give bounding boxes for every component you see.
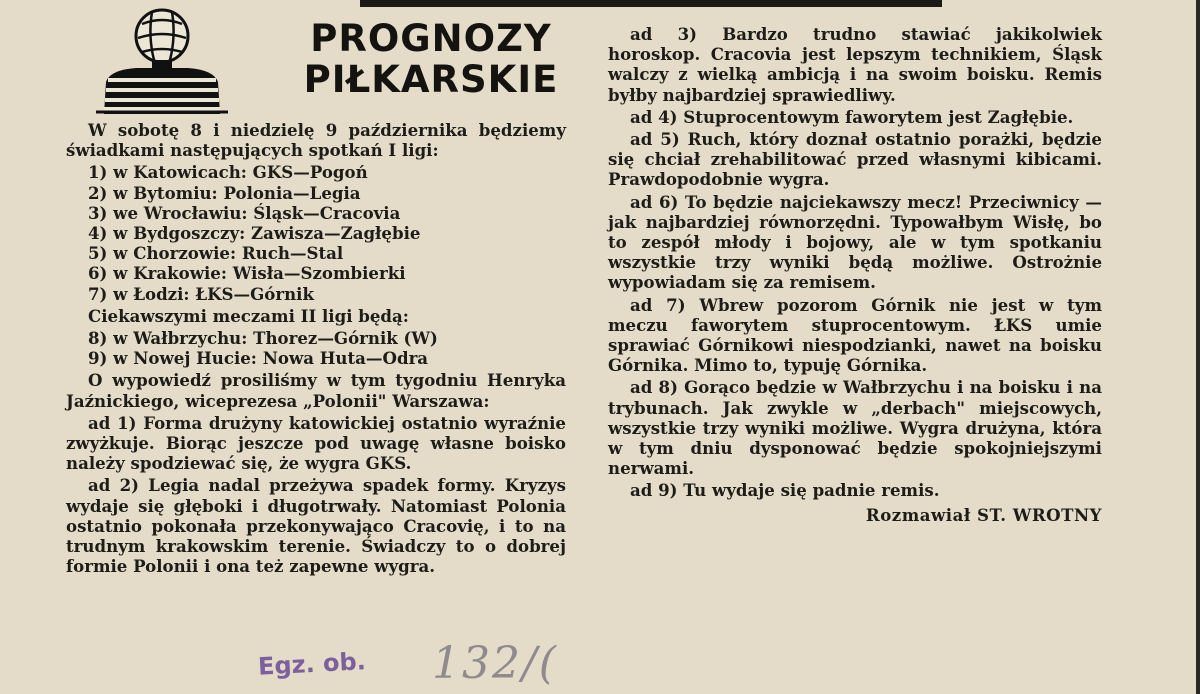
prediction-ad3: ad 3) Bardzo trudno stawiać jakikolwiek horoskop. Cracovia jest lepszym technikiem, Śląsk walczy z wielką ambicją i na swoim boisku. Remis byłby najbardziej sprawiedliwy. — [608, 24, 1102, 105]
fixture-item: 8) w Wałbrzychu: Thorez—Górnik (W) — [88, 328, 438, 349]
archive-stamp: Egz. ob. — [257, 647, 367, 681]
right-column — [608, 24, 1102, 525]
title-line-1: PROGNOZY — [310, 17, 552, 60]
fixture-item: 5) w Chorzowie: Ruch—Stal — [88, 243, 344, 264]
league1-fixtures — [66, 162, 566, 303]
fixture-item: 9) w Nowej Hucie: Nowa Huta—Odra — [88, 348, 429, 369]
football-fan-logo — [96, 2, 228, 114]
prediction-ad2: ad 2) Legia nadal przeżywa spadek formy. Kryzys wydaje się głęboki i długotrwały. Natomiast Polonia ostatnio pokonała przekonywająco Cracovię, i to na trudnym krakowskim terenie. Świadczy to o dobrej formie Polonii i ona też zapewne wygra. — [66, 475, 566, 577]
prediction-ad9: ad 9) Tu wydaje się padnie remis. — [630, 480, 940, 501]
fixture-item: 2) w Bytomiu: Polonia—Legia — [88, 182, 361, 203]
prediction-ad7: ad 7) Wbrew pozorom Górnik nie jest w tym meczu faworytem stuprocentowym. ŁKS umie sprawiać Górnikowi niespodzianki, nawet na boisku Górnika. Mimo to, typuję Górnika. — [608, 294, 1102, 376]
handwritten-note: 132/( — [432, 638, 558, 689]
intro-paragraph: W sobotę 8 i niedzielę 9 października będziemy świadkami następujących spotkań I ligi: — [66, 120, 566, 161]
fixture-item: 7) w Łodzi: ŁKS—Górnik — [88, 283, 314, 304]
top-rule — [360, 0, 942, 7]
left-column — [66, 120, 566, 578]
title-line-2: PIŁKARSKIE — [303, 58, 559, 101]
prediction-ad1: ad 1) Forma drużyny katowickiej ostatnio wyraźnie zwyżkuje. Biorąc jeszcze pod uwagę własne boisko należy spodziewać się, że wygra GKS. — [66, 412, 566, 474]
page-edge — [1196, 0, 1200, 694]
fixture-item: 4) w Bydgoszczy: Zawisza—Zagłębie — [88, 223, 421, 244]
prediction-ad8: ad 8) Gorąco będzie w Wałbrzychu i na boisku i na trybunach. Jak zwykle w „derbach" miejscowych, wszystkie trzy wyniki możliwe. Wygra drużyna, która w tym dniu dysponować będzie spokojniejszymi nerwami. — [608, 377, 1102, 479]
prediction-ad6: ad 6) To będzie najciekawszy mecz! Przeciwnicy — jak najbardziej równorzędni. Typowałbym Wisłę, bo to zespół młody i bojowy, ale w tym spotkaniu wszystkie trzy wyniki będą możliwe. Ostrożnie wypowiadam się za remisem. — [608, 191, 1102, 293]
interview-intro: O wypowiedź prosiliśmy w tym tygodniu Henryka Jaźnickiego, wiceprezesa „Polonii" Warszawa: — [66, 370, 566, 411]
league2-intro: Ciekawszymi meczami II ligi będą: — [88, 305, 409, 326]
league2-fixtures — [66, 328, 566, 368]
prediction-ad4: ad 4) Stuprocentowym faworytem jest Zagłębie. — [630, 106, 1074, 127]
fixture-item: 1) w Katowicach: GKS—Pogoń — [88, 162, 368, 183]
author-signature: Rozmawiał ST. WROTNY — [865, 504, 1102, 525]
fixture-item: 3) we Wrocławiu: Śląsk—Cracovia — [88, 202, 401, 223]
prediction-ad5: ad 5) Ruch, który doznał ostatnio porażki, będzie się chciał zrehabilitować przed własnymi kibicami. Prawdopodobnie wygra. — [608, 129, 1102, 190]
fixture-item: 6) w Krakowie: Wisła—Szombierki — [88, 263, 406, 284]
article-title — [292, 18, 570, 100]
